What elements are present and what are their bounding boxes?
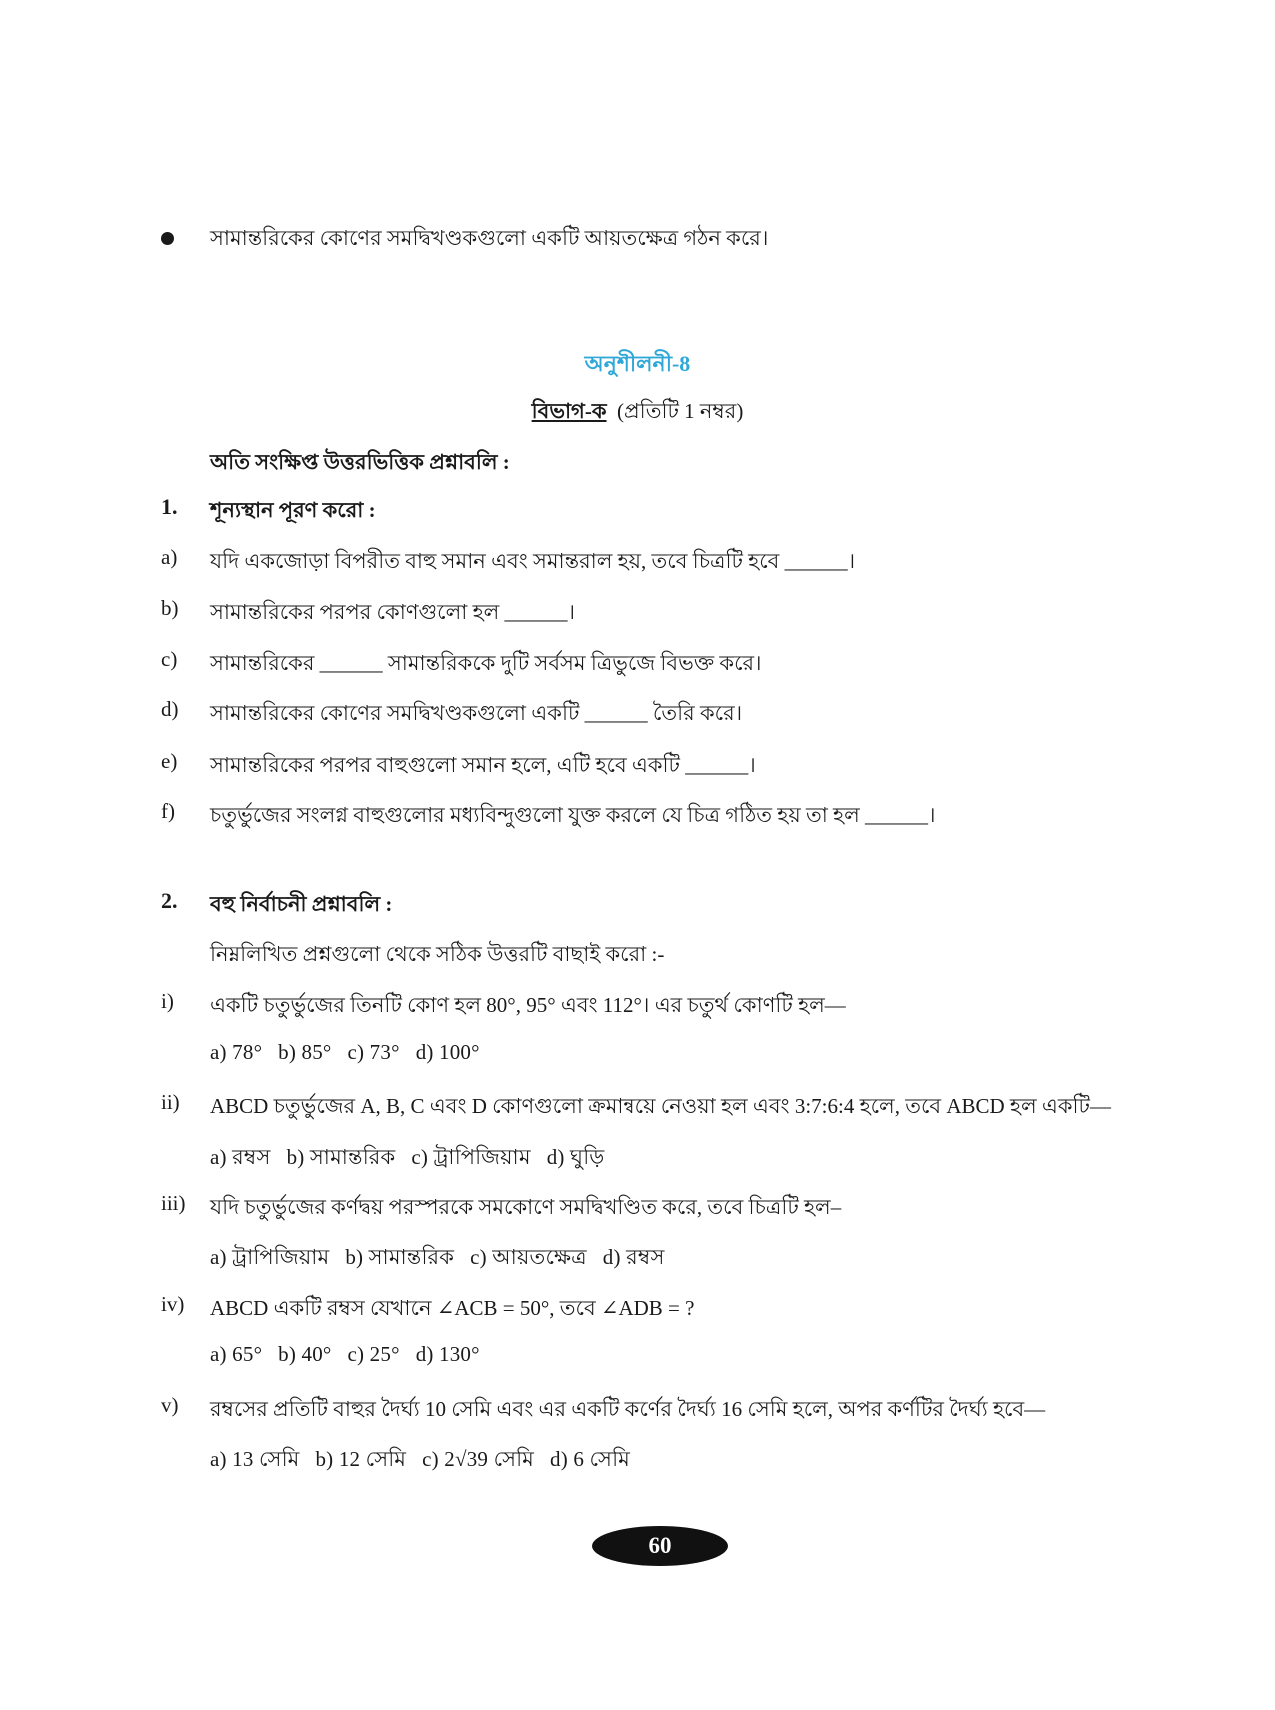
q2-item-text: একটি চতুর্ভুজের তিনটি কোণ হল 80°, 95° এবং 112°। এর চতুর্থ কোণটি হল—	[210, 993, 846, 1017]
section-heading	[0, 395, 1275, 430]
q1-item-label: b)	[161, 596, 179, 620]
q2-options	[210, 1443, 646, 1478]
q1-item-text: সামান্তরিকের পরপর কোণগুলো হল ______।	[210, 600, 576, 624]
section-name: বিভাগ-ক	[531, 399, 607, 423]
option: b) 40°	[278, 1342, 332, 1366]
q2-instruction: নিম্নলিখিত প্রশ্নগুলো থেকে সঠিক উত্তরটি বাছাই করো :-	[210, 942, 665, 966]
q2-item-label: v)	[161, 1393, 179, 1417]
page-number-badge	[592, 1526, 728, 1566]
q1-number: 1.	[161, 494, 178, 519]
q2-item-text: ABCD চতুর্ভুজের A, B, C এবং D কোণগুলো ক্রমান্বয়ে নেওয়া হল এবং 3:7:6:4 হলে, তবে ABCD হল একটি—	[210, 1094, 1111, 1118]
q2-number: 2.	[161, 888, 178, 913]
page-number: 60	[648, 1533, 672, 1558]
q2-options	[210, 1342, 496, 1367]
q1-title: শূন্যস্থান পূরণ করো :	[210, 498, 376, 522]
q2-item-text: যদি চতুর্ভুজের কর্ণদ্বয় পরস্পরকে সমকোণে সমদ্বিখণ্ডিত করে, তবে চিত্রটি হল–	[210, 1195, 842, 1219]
q2-item-text: ABCD একটি রম্বস যেখানে ∠ACB = 50°, তবে ∠ADB = ?	[210, 1296, 695, 1320]
q2-item-label: i)	[161, 989, 174, 1013]
option: c) ট্রাপিজিয়াম	[411, 1145, 531, 1169]
option: a) ট্রাপিজিয়াম	[210, 1245, 330, 1269]
option: a) রম্বস	[210, 1145, 271, 1169]
q1-item-label: c)	[161, 647, 178, 671]
option: c) 2√39 সেমি	[422, 1447, 535, 1471]
option: d) 6 সেমি	[550, 1447, 631, 1471]
option: a) 65°	[210, 1342, 263, 1366]
subheading: অতি সংক্ষিপ্ত উত্তরভিত্তিক প্রশ্নাবলি :	[210, 450, 510, 474]
option: c) 25°	[347, 1342, 400, 1366]
q2-item-label: iii)	[161, 1191, 186, 1215]
q2-item-label: ii)	[161, 1090, 180, 1114]
option: b) সামান্তরিক	[345, 1245, 455, 1269]
option: b) 85°	[278, 1040, 332, 1064]
q1-item-text: সামান্তরিকের কোণের সমদ্বিখণ্ডকগুলো একটি ______ তৈরি করে।	[210, 701, 743, 725]
q2-title: বহু নির্বাচনী প্রশ্নাবলি :	[210, 892, 393, 916]
top-note: সামান্তরিকের কোণের সমদ্বিখণ্ডকগুলো একটি আয়তক্ষেত্র গঠন করে।	[210, 226, 769, 250]
section-marks: (প্রতিটি 1 নম্বর)	[617, 399, 744, 423]
q1-item-label: d)	[161, 697, 179, 721]
q2-options	[210, 1141, 620, 1176]
q2-options	[210, 1040, 496, 1065]
option: d) 100°	[415, 1040, 480, 1064]
q1-item-label: e)	[161, 749, 178, 773]
option: b) 12 সেমি	[315, 1447, 407, 1471]
option: c) আয়তক্ষেত্র	[470, 1245, 587, 1269]
option: d) 130°	[415, 1342, 480, 1366]
bullet-icon	[161, 232, 174, 245]
exercise-title: অনুশীলনী-8	[584, 351, 691, 376]
q1-item-label: a)	[161, 545, 178, 569]
option: c) 73°	[347, 1040, 400, 1064]
q1-item-text: সামান্তরিকের পরপর বাহুগুলো সমান হলে, এটি হবে একটি ______।	[210, 753, 756, 777]
option: a) 13 সেমি	[210, 1447, 300, 1471]
q1-item-label: f)	[161, 799, 175, 823]
q2-item-text: রম্বসের প্রতিটি বাহুর দৈর্ঘ্য 10 সেমি এবং এর একটি কর্ণের দৈর্ঘ্য 16 সেমি হলে, অপর কর্ণটির দৈর্ঘ্য হবে—	[210, 1397, 1046, 1421]
q1-item-text: যদি একজোড়া বিপরীত বাহু সমান এবং সমান্তরাল হয়, তবে চিত্রটি হবে ______।	[210, 549, 856, 573]
option: d) ঘুড়ি	[546, 1145, 605, 1169]
q2-item-label: iv)	[161, 1292, 185, 1316]
option: b) সামান্তরিক	[286, 1145, 396, 1169]
option: a) 78°	[210, 1040, 263, 1064]
q1-item-text: চতুর্ভুজের সংলগ্ন বাহুগুলোর মধ্যবিন্দুগুলো যুক্ত করলে যে চিত্র গঠিত হয় তা হল ______।	[210, 803, 936, 827]
option: d) রম্বস	[602, 1245, 665, 1269]
q2-options	[210, 1241, 681, 1276]
q1-item-text: সামান্তরিকের ______ সামান্তরিককে দুটি সর্বসম ত্রিভুজে বিভক্ত করে।	[210, 651, 762, 675]
